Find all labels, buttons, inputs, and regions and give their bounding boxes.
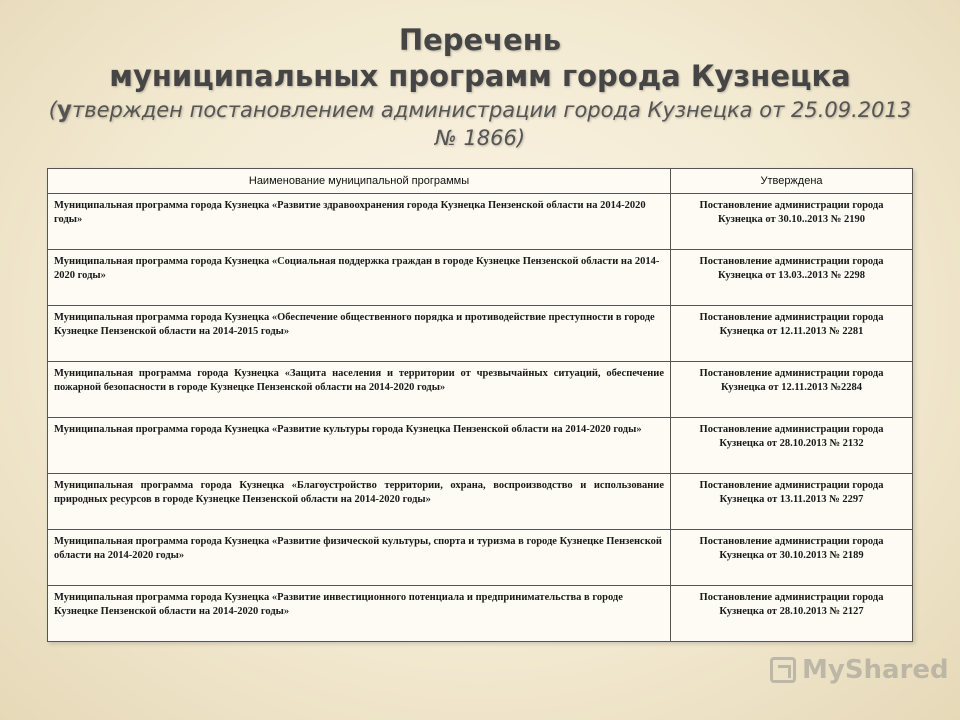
program-name: Муниципальная программа города Кузнецка «Развитие физической культуры, спорта и туризма в городе Кузнецке Пензенской области на 2014-2020 годы» bbox=[48, 530, 671, 586]
header-name: Наименование муниципальной программы bbox=[48, 169, 671, 194]
page-subtitle-line2: № 1866) bbox=[434, 126, 526, 150]
table-header-row bbox=[48, 169, 913, 194]
program-approved: Постановление администрации города Кузнецка от 30.10..2013 № 2190 bbox=[671, 194, 913, 250]
program-name: Муниципальная программа города Кузнецка «Развитие культуры города Кузнецка Пензенской области на 2014-2020 годы» bbox=[48, 418, 671, 474]
table-row bbox=[48, 250, 913, 306]
table-row bbox=[48, 306, 913, 362]
program-approved: Постановление администрации города Кузнецка от 12.11.2013 № 2281 bbox=[671, 306, 913, 362]
program-approved: Постановление администрации города Кузнецка от 12.11.2013 №2284 bbox=[671, 362, 913, 418]
program-approved: Постановление администрации города Кузнецка от 13.03..2013 № 2298 bbox=[671, 250, 913, 306]
program-name: Муниципальная программа города Кузнецка «Защита населения и территории от чрезвычайных ситуаций, обеспечение пожарной безопасности в городе Кузнецке Пензенской области на 2014-2020 годы» bbox=[48, 362, 671, 418]
program-approved: Постановление администрации города Кузнецка от 30.10.2013 № 2189 bbox=[671, 530, 913, 586]
subtitle-first-letter: у bbox=[56, 97, 72, 123]
page-subtitle-line1 bbox=[0, 96, 960, 124]
program-name: Муниципальная программа города Кузнецка «Обеспечение общественного порядка и противодействие преступности в городе Кузнецке Пензенской области на 2014-2015 годы» bbox=[48, 306, 671, 362]
share-icon bbox=[770, 657, 796, 683]
programs-table bbox=[47, 168, 913, 642]
subtitle-open-paren: ( bbox=[48, 98, 57, 122]
table-row bbox=[48, 194, 913, 250]
subtitle-text: тверждeн постановлением администрации города Кузнецка от 25.09.2013 bbox=[71, 98, 912, 122]
table-row bbox=[48, 362, 913, 418]
program-name: Муниципальная программа города Кузнецка «Развитие инвестиционного потенциала и предпринимательства в городе Кузнецке Пензенской области на 2014-2020 годы» bbox=[48, 586, 671, 642]
table-row bbox=[48, 418, 913, 474]
table-row bbox=[48, 474, 913, 530]
title-block bbox=[0, 22, 960, 152]
program-name: Муниципальная программа города Кузнецка «Благоустройство территории, охрана, воспроизводство и использование природных ресурсов в городе Кузнецке Пензенской области на 2014-2020 годы» bbox=[48, 474, 671, 530]
program-approved: Постановление администрации города Кузнецка от 28.10.2013 № 2127 bbox=[671, 586, 913, 642]
page-title-line1: Перечень bbox=[398, 23, 562, 57]
watermark-text: MyShared bbox=[802, 655, 949, 685]
program-name: Муниципальная программа города Кузнецка «Развитие здравоохранения города Кузнецка Пензенской области на 2014-2020 годы» bbox=[48, 194, 671, 250]
table-row bbox=[48, 530, 913, 586]
page-title-line2: муниципальных программ города Кузнецка bbox=[109, 59, 851, 93]
program-name: Муниципальная программа города Кузнецка «Социальная поддержка граждан в городе Кузнецке Пензенской области на 2014-2020 годы» bbox=[48, 250, 671, 306]
table-row bbox=[48, 586, 913, 642]
header-approved: Утверждена bbox=[671, 169, 913, 194]
program-approved: Постановление администрации города Кузнецка от 13.11.2013 № 2297 bbox=[671, 474, 913, 530]
program-approved: Постановление администрации города Кузнецка от 28.10.2013 № 2132 bbox=[671, 418, 913, 474]
watermark bbox=[770, 655, 949, 685]
